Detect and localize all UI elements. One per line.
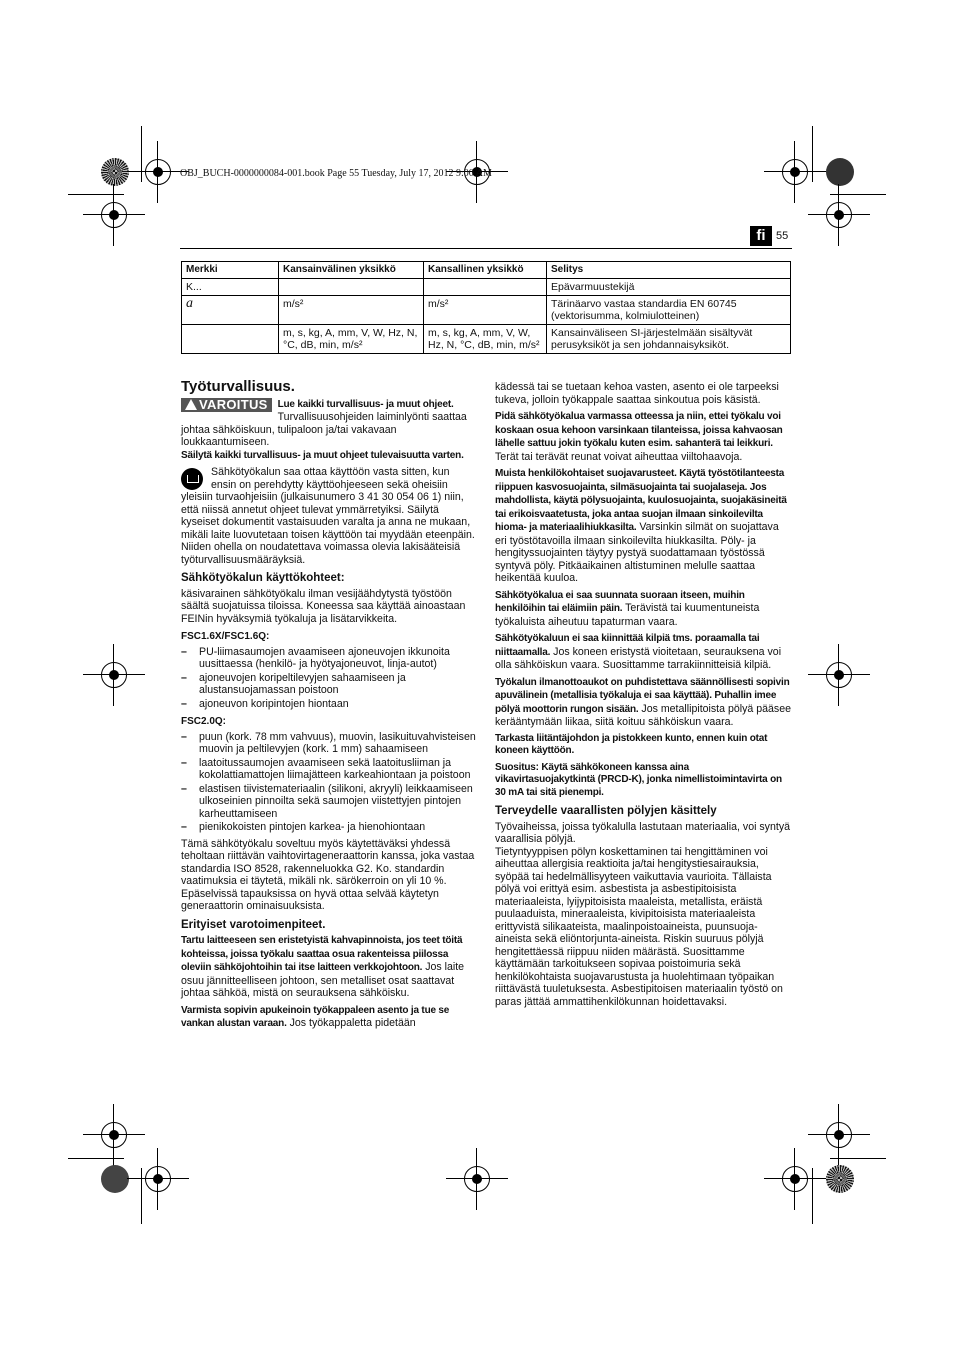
table-cell [279, 279, 424, 296]
registration-mark-left-top [101, 202, 127, 228]
table-row [182, 296, 791, 325]
aim-paragraph [495, 589, 791, 629]
read-manual-icon [181, 468, 203, 490]
units-table [181, 261, 791, 354]
hold-bold: Pidä sähkötyökalua varmassa otteessa ja niin, ettei työkalu voi koskaan osua kehoon varsinkaan tilanteissa, joissa kahvaosan lähelle sattuu jokin työkalu kuten esim. sahanterä tai leikkuri. [495, 411, 783, 449]
table-cell [424, 279, 547, 296]
table-cell: m/s² [279, 296, 424, 325]
list-item: – puun (kork. 78 mm vahvuus), muovin, lasikuituvahvisteisen muovin ja peltilevyjen (kork. 1 mm) sahaamiseen [181, 731, 477, 756]
hold-text: Terät tai terävät reunat voivat aiheuttaa viiltohaavoja. [495, 450, 743, 463]
aim-bold: Sähkötyökalua ei saa suunnata suoraan itseen, muihin henkilöihin tai eläimiin päin. [495, 589, 745, 614]
warning-bold: Lue kaikki turvallisuus- ja muut ohjeet. [277, 398, 454, 410]
table-cell: Tärinäarvo vastaa standardia EN 60745 (vektorisumma, kolmiulotteinen) [547, 296, 791, 325]
header-rule [180, 248, 792, 249]
fsc2-list [181, 731, 477, 834]
warning-label: VAROITUS [199, 396, 268, 412]
cord-check: Tarkasta liitäntäjohdon ja pistokkeen kunto, ennen kuin otat koneen käyttöön. [495, 732, 768, 756]
color-bar-mark-tl [101, 158, 129, 186]
screw-text: Jos koneen eristystä vioitetaan, seurauksena voi olla sähköiskun vaara. Suosittamme tarrakiinnitteisiä kilpiä. [495, 645, 782, 671]
table-header: Selitys [547, 262, 791, 279]
table-cell: m/s² [424, 296, 547, 325]
warning-paragraph [181, 398, 477, 449]
hold-paragraph [495, 410, 791, 463]
registration-mark-tl [145, 159, 171, 185]
registration-mark-tr [782, 159, 808, 185]
table-cell [182, 325, 279, 354]
grip-text: Jos laite osuu jännitteelliseen johtoon, sen metalliset osat saattavat johtaa sähköä, mistä on seurauksena sähköisku. [181, 961, 465, 999]
table-header: Merkki [182, 262, 279, 279]
trim-mark [68, 194, 124, 195]
section-title: Työturvallisuus. [181, 378, 295, 395]
registration-mark-bl [145, 1166, 171, 1192]
table-cell: m, s, kg, A, mm, V, W, Hz, N, °C, dB, min, m/s² [424, 325, 547, 354]
vent-bold: Työkalun ilmanottoaukot on puhdistettava säännöllisesti sopivin apuvälinein (metallisia työkaluja ei saa käyttää). Puhallin imee pölyä moottorin rungon sisään. [495, 676, 790, 715]
special-title: Erityiset varotoimenpiteet. [181, 918, 326, 931]
dust-title: Terveydelle vaarallisten pölyjen käsittely [495, 805, 717, 817]
secure-paragraph [181, 1004, 477, 1031]
warning-badge [181, 398, 272, 413]
rcd-recommendation: Suositus: Käytä sähkökoneen kanssa aina vikavirtasuojakytkintä (PRCD-K), jonka nimellistoimintavirta on 30 mA tai sitä pienempi. [495, 761, 782, 798]
list-item: – PU-liimasaumojen avaamiseen ajoneuvojen ikkunoita uusittaessa (henkilö- ja hyötyajoneuvot, linja-autot) [181, 646, 477, 671]
registration-mark-left-mid [101, 662, 127, 688]
dust-text-2: Tietyntyyppisen pölyn koskettaminen tai hengittäminen voi aiheuttaa allergisia reaktioita ja/tai hengitystiesairauksia, syöpää tai hedelmällisyyteen vaikuttavia vaurioita. Tällaista pölyä voi erittyä esim. asbestista ja asbestipitoisista materiaaleista, lyijypitoisista maaleista, metallista, eräistä puulaaduista, mineraaleista, kivipitoisista materiaaleista erittyvistä silikaateista, maalinpoistoaineista, puunsuoja-aineista sekä eliöntorjunta-aineista. Riskin suuruus pölyjä hengitettäessä riippuu niiden määrästä. Suosittamme käyttämään tarkoitukseen sopivaa poistoimuria sekä henkilökohtaista suojavarustusta ja huolehtimaan työpaikan riittävästä tuuletuksesta. Asbestipitoisen materiaalin työstö on paras jättää ammattihenkilökunnan hoidettavaksi. [495, 845, 783, 1008]
table-cell: Epävarmuustekijä [547, 279, 791, 296]
trim-mark [68, 1158, 124, 1159]
grip-bold: Tartu laitteeseen sen eristetyistä kahvapinnoista, jos teet töitä kohteissa, joissa työkalu saattaa osua rakenteissa piilossa oleviin sähköjohtoihin tai itse laitteen verkkojohtoon. [181, 935, 463, 973]
registration-mark-right-mid [826, 662, 852, 688]
list-item: – pienikokoisten pintojen karkea- ja hienohiontaan [181, 821, 477, 834]
language-tab: fi [750, 226, 772, 246]
table-header: Kansainvälinen yksikkö [279, 262, 424, 279]
registration-mark-right-top [826, 202, 852, 228]
trim-mark [141, 126, 142, 182]
vent-text: Jos metallipitoista pölyä pääsee kerääntymään liikaa, siitä koituu sähköiskun vaara. [495, 702, 791, 728]
right-column [495, 381, 791, 1012]
list-item: – elastisen tiivistemateriaalin (silikoni, akryyli) leikkaamiseen ulkoseinien pinnoilta sekä saumojen viistettyjen pintojen karheuttamiseen [181, 783, 477, 821]
regulations-text: Niiden ohella on noudatettava voimassa olevia lakisääteisiä työturvallisuusmääräyksiä. [181, 541, 461, 566]
book-paragraph [181, 466, 477, 541]
warning-icon [185, 399, 197, 410]
color-bar-mark-tr [826, 158, 854, 186]
registration-mark-right-bottom [826, 1122, 852, 1148]
warning-text: Turvallisuusohjeiden laiminlyönti saattaa johtaa sähköiskuun, tulipaloon ja/tai vakavaan loukkaantumiseen. [181, 411, 467, 448]
vent-paragraph [495, 676, 791, 729]
fsc1-title: FSC1.6X/FSC1.6Q: [181, 631, 270, 642]
grip-paragraph [181, 934, 477, 1000]
trim-mark [812, 1168, 813, 1224]
table-cell: a [182, 296, 279, 325]
fsc2-title: FSC2.0Q: [181, 716, 227, 727]
table-cell: Kansainväliseen SI-järjestelmään sisältyvät perusyksiköt ja sen johdannaisyksiköt. [547, 325, 791, 354]
continued-text: kädessä tai se tuetaan kehoa vasten, asento ei ole tarpeeksi tukeva, jolloin työkappale saattaa sinkoutua pois käsistä. [495, 381, 779, 406]
left-column [181, 378, 477, 1035]
table-row [182, 325, 791, 354]
secure-text: Jos työkappaletta pidetään [286, 1017, 416, 1029]
aim-text: Terävistä tai kuumentuneista työkaluista aiheutuu tapaturman vaara. [495, 602, 760, 628]
table-row [182, 279, 791, 296]
dust-text-1: Työvaiheissa, joissa työkalulla lastutaan materiaalia, voi syntyä vaarallisia pölyjä. [495, 820, 791, 845]
fsc1-list [181, 646, 477, 711]
purpose-title: Sähkötyökalun käyttökohteet: [181, 572, 345, 584]
registration-mark-br [782, 1166, 808, 1192]
table-cell: m, s, kg, A, mm, V, W, Hz, N, °C, dB, min, m/s² [279, 325, 424, 354]
page-number: 55 [776, 230, 789, 242]
ppe-text: Varsinkin silmät on suojattava eri työstötavoilla ilmaan sinkoilevilta hiukkasilta. Pöly- ja hengityssuojainten täytyy pystyä suodattamaan työstössä syntyvä pöly. Pitkäaikainen altistuminen melulle saattaa heikentää kuuloa. [495, 521, 779, 584]
book-header: OBJ_BUCH-0000000084-001.book Page 55 Tuesday, July 17, 2012 9:00 AM [180, 168, 492, 179]
registration-mark-bc [464, 1166, 490, 1192]
screw-paragraph [495, 632, 791, 672]
generator-text: Tämä sähkötyökalu soveltuu myös käytettäväksi yhdessä teholtaan riittävän vaihtovirtageneraattorin kanssa, joka vastaa standardia ISO 8528, rakenneluokka G2. Ko. standardin vaatimuksia ei täytetä, mikäli nk. särökerroin on yli 10 %. Epäselvissä tapauksissa on hyvä ottaa selvää käytetyn generaattorin ominaisuuksista. [181, 837, 475, 912]
book-text: Sähkötyökalun saa ottaa käyttöön vasta sitten, kun ensin on perehdytty käyttöohjeeseen sekä oheisiin yleisiin turvaohjeisiin (julkaisunumero 3 41 30 054 06 1) niin, että niissä annetut ohjeet tulevat ymmärretyiksi. Säilytä kyseiset dokumentit vastaisuuden varalta ja anna ne mukaan, mikäli laite luovutetaan toisen käyttöön tai myydään eteenpäin. [181, 466, 475, 541]
list-item: – ajoneuvojen koripeltilevyjen sahaamiseen ja alustansuojamassan poistoon [181, 672, 477, 697]
color-bar-mark-bl [101, 1165, 129, 1193]
table-cell: K... [182, 279, 279, 296]
trim-mark [141, 1168, 142, 1224]
ppe-bold: Muista henkilökohtaiset suojavarusteet. Käytä työstötilanteesta riippuen kasvosuojainta, silmäsuojainta tai suojalaseja. Jos mahdollista, käytä pölysuojainta, kuulosuojainta, suojakäsineitä tai erikoisvaatetusta, joka antaa suojan ilmaan sinkoilevilta hioma- ja materiaalihiukkasilta. [495, 468, 787, 533]
list-item: – laatoitussaumojen avaamiseen sekä laatoitusliiman ja kokolattiamattojen liimajätteen karkeahiontaan ja poistoon [181, 757, 477, 782]
trim-mark [830, 194, 886, 195]
screw-bold: Sähkötyökaluun ei saa kiinnittää kilpiä tms. poraamalla tai niittaamalla. [495, 633, 760, 658]
secure-bold: Varmista sopivin apukeinoin työkappaleen asento ja tue se vankan alustan varaan. [181, 1004, 450, 1029]
trim-mark [812, 126, 813, 182]
table-header-row [182, 262, 791, 279]
ppe-paragraph [495, 467, 791, 585]
color-bar-mark-br [826, 1165, 854, 1193]
purpose-text: käsivarainen sähkötyökalu ilman vesijäähdytystä työstöön säältä suojatuissa tiloissa. Koneessa saa käyttää ainoastaan FEINin hyväksymiä työkaluja ja lisätarvikkeita. [181, 587, 466, 625]
list-item: – ajoneuvon koripintojen hiontaan [181, 698, 477, 711]
trim-mark [830, 1158, 886, 1159]
keep-instructions: Säilytä kaikki turvallisuus- ja muut ohjeet tulevaisuutta varten. [181, 449, 464, 461]
registration-mark-left-bottom [101, 1122, 127, 1148]
table-header: Kansallinen yksikkö [424, 262, 547, 279]
